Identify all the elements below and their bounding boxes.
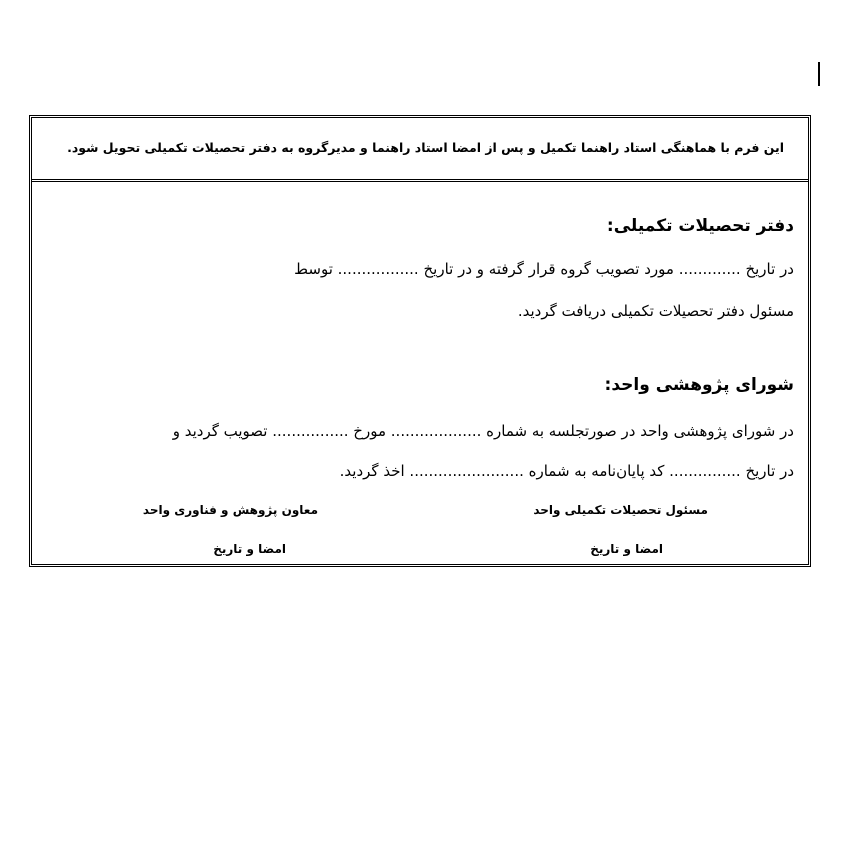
graduate-form-box (29, 115, 811, 567)
council-line-2: در تاریخ ............... کد پایان‌نامه به شماره ........................ اخذ گردید. (339, 462, 794, 480)
signature-left-sub: امضا و تاریخ (213, 542, 286, 556)
signature-right-sub: امضا و تاریخ (590, 542, 663, 556)
form-instruction: این فرم با هماهنگی استاد راهنما تکمیل و پس از امضا استاد راهنما و مدیرگروه به دفتر تحصیلات تکمیلی تحویل شود. (67, 140, 784, 155)
page-marker-line (818, 62, 820, 86)
council-line-1: در شورای پژوهشی واحد در صورتجلسه به شماره ................... مورخ ................ تصویب گردید و (172, 422, 794, 440)
signature-left-title: معاون پژوهش و فناوری واحد (142, 503, 318, 517)
office-section-title: دفتر تحصیلات تکمیلی: (606, 216, 794, 236)
council-section-title: شورای پژوهشی واحد: (604, 375, 794, 395)
office-line-1: در تاریخ ............. مورد تصویب گروه قرار گرفته و در تاریخ ................. توسط (294, 260, 794, 278)
signature-right-title: مسئول تحصیلات تکمیلی واحد (533, 503, 708, 517)
form-header (32, 118, 808, 182)
office-line-2: مسئول دفتر تحصیلات تکمیلی دریافت گردید. (517, 302, 794, 320)
